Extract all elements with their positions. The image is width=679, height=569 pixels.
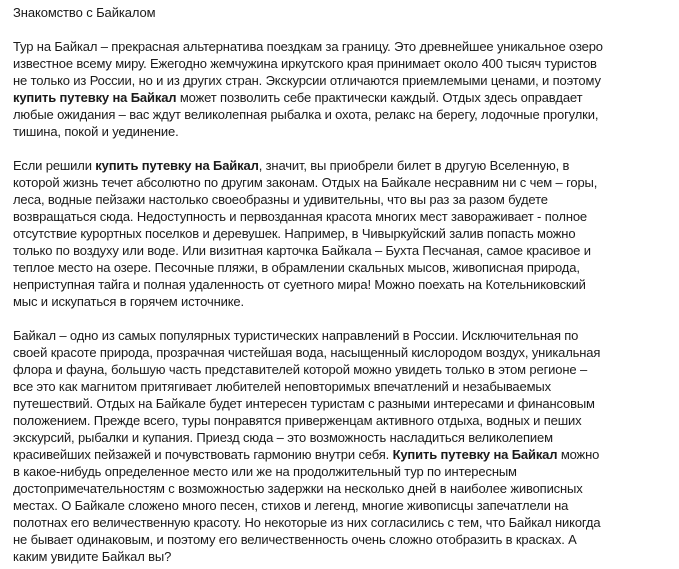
text-segment: известное всему миру. Ежегодно жемчужина иркутского края принимает около 400 тысяч туристов [13, 56, 597, 71]
text-line [13, 89, 671, 106]
text-segment: неприступная тайга и полная удаленность от суетного мира! Можно поехать на Котельниковский [13, 277, 586, 292]
text-segment: теплое место на озере. Песочные пляжи, в обрамлении скальных мысов, живописная природа, [13, 260, 580, 275]
text-segment: не только из России, но и из других стран. Экскурсии отличаются приемлемыми ценами, и поэтому [13, 73, 601, 88]
document-body [13, 38, 671, 565]
text-line [13, 174, 671, 191]
text-line [13, 225, 671, 242]
text-line [13, 514, 671, 531]
text-segment: Байкал – одно из самых популярных туристических направлений в России. Исключительная по [13, 328, 579, 343]
paragraph [13, 327, 671, 565]
text-segment: полотнах его величественную красоту. Но некоторые из них согласились с тем, что Байкал никогда [13, 515, 601, 530]
document-title: Знакомство с Байкалом [13, 5, 156, 20]
text-segment: путешествий. Отдых на Байкале будет интересен туристам с разными интересами и финансовым [13, 396, 595, 411]
text-line [13, 548, 671, 565]
paragraph [13, 157, 671, 310]
text-line [13, 72, 671, 89]
text-line [13, 38, 671, 55]
text-segment: положением. Прежде всего, туры понравятся приверженцам активного отдыха, водных и пеших [13, 413, 582, 428]
text-segment: местах. О Байкале сложено много песен, стихов и легенд, многие живописцы запечатлели на [13, 498, 569, 513]
text-segment: Если решили [13, 158, 96, 173]
text-line [13, 276, 671, 293]
text-segment: достопримечательностям с возможностью задержки на несколько дней в наиболее живописных [13, 481, 583, 496]
text-line [13, 412, 671, 429]
text-line [13, 480, 671, 497]
text-segment: экскурсий, рыбалки и купания. Приезд сюда – это возможность насладиться великолепием [13, 430, 553, 445]
text-line [13, 208, 671, 225]
text-line [13, 531, 671, 548]
text-segment: красивейших пейзажей и почувствовать гармонию внутри себя. [13, 447, 393, 462]
text-line [13, 259, 671, 276]
text-line [13, 344, 671, 361]
text-segment: флора и фауна, большую часть представителей которой можно увидеть только в этом регионе – [13, 362, 588, 377]
text-line [13, 123, 671, 140]
text-segment: можно [557, 447, 600, 462]
text-line [13, 395, 671, 412]
paragraph [13, 38, 671, 140]
text-line [13, 429, 671, 446]
text-line [13, 106, 671, 123]
text-segment: все это как магнитом притягивает любителей неповторимых впечатлений и незабываемых [13, 379, 551, 394]
text-segment: любые ожидания – вас ждут великолепная рыбалка и охота, релакс на берегу, лодочные прогулки, [13, 107, 599, 122]
text-segment: не бывает одинаковым, и поэтому его величественность очень сложно отобразить в красках. А [13, 532, 577, 547]
text-line [13, 446, 671, 463]
text-line [13, 497, 671, 514]
text-segment: которой жизнь течет абсолютно по другим законам. Отдых на Байкале несравним ни с чем – горы, [13, 175, 598, 190]
text-line [13, 293, 671, 310]
text-segment: мыс и искупаться в горячем источнике. [13, 294, 244, 309]
text-segment: может позволить себе практически каждый. Отдых здесь оправдает [176, 90, 583, 105]
text-segment: своей красоте природа, прозрачная чистейшая вода, насыщенный кислородом воздух, уникальная [13, 345, 601, 360]
text-line [13, 191, 671, 208]
text-segment: тишина, покой и уединение. [13, 124, 179, 139]
text-line [13, 463, 671, 480]
text-segment: леса, водные пейзажи настолько своеобразны и удивительны, что вы раз за разом будете [13, 192, 548, 207]
text-segment: , значит, вы приобрели билет в другую Вселенную, в [258, 158, 570, 173]
text-line [13, 378, 671, 395]
text-line [13, 361, 671, 378]
bold-link-text: купить путевку на Байкал [95, 158, 259, 173]
text-line [13, 327, 671, 344]
text-segment: возвращаться сюда. Недоступность и первозданная красота многих мест завораживает - полное [13, 209, 588, 224]
text-line [13, 157, 671, 174]
bold-link-text: купить путевку на Байкал [13, 90, 177, 105]
text-line [13, 55, 671, 72]
text-line [13, 242, 671, 259]
bold-link-text: Купить путевку на Байкал [392, 447, 558, 462]
text-segment: каким увидите Байкал вы? [13, 549, 172, 564]
text-segment: отсутствие курортных поселков и деревушек. Например, в Чивыркуйский залив попасть можно [13, 226, 576, 241]
text-segment: Тур на Байкал – прекрасная альтернатива поездкам за границу. Это древнейшее уникальное озеро [13, 39, 603, 54]
text-segment: только по воздуху или воде. Или визитная карточка Байкала – Бухта Песчаная, самое красивое и [13, 243, 591, 258]
text-segment: в какое-нибудь определенное место или же на продолжительный тур по интересным [13, 464, 517, 479]
